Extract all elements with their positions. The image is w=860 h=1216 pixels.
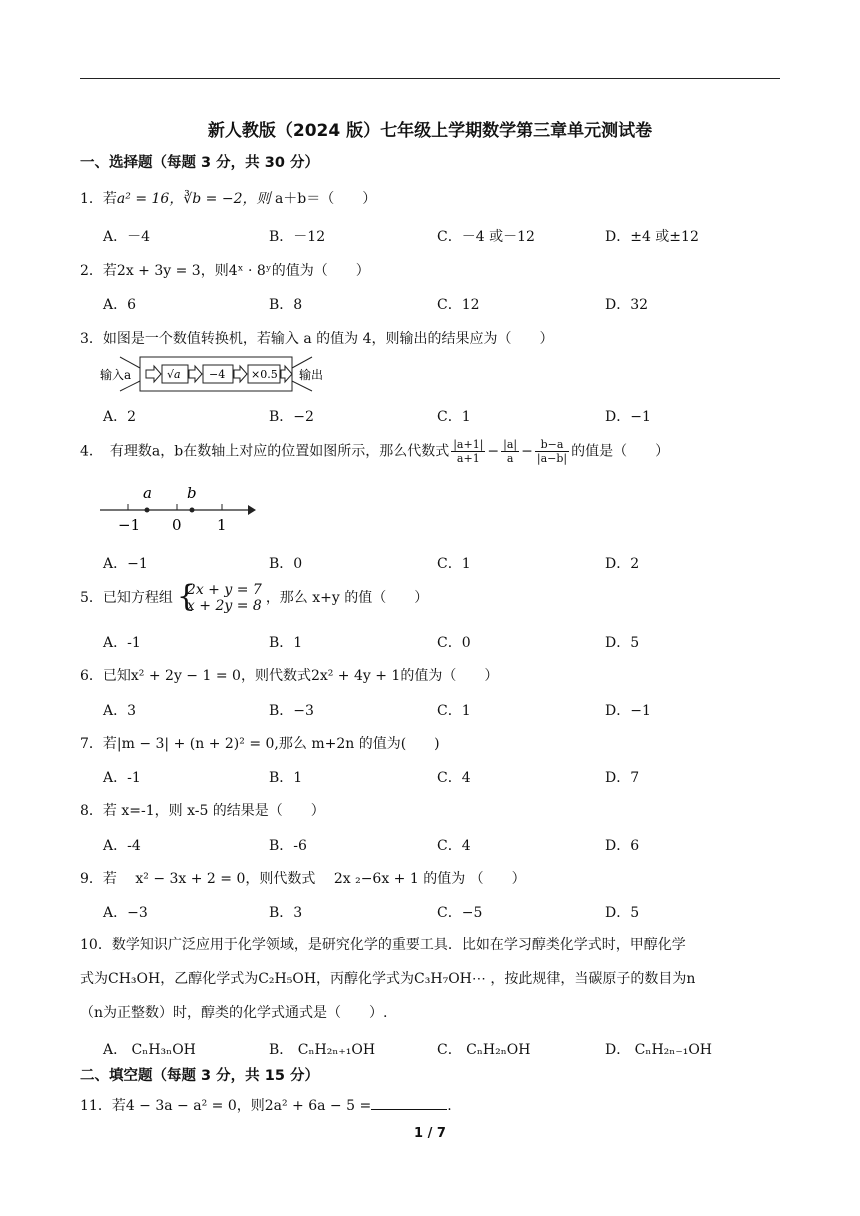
arrow-icon [189,366,202,382]
option-a: A．2 [103,409,137,425]
conversion-machine-diagram [96,354,336,396]
question-1-options [103,226,783,246]
option-b: B．3 [269,905,303,921]
option-b: B．1 [269,635,303,651]
machine-input-label: 输入a [100,368,132,382]
question-7-options [103,767,783,787]
option-d: D．6 [605,838,640,854]
option-c: C．12 [437,297,480,313]
option-a: A．6 [103,297,137,313]
option-d: D．−1 [605,703,651,719]
question-2-options [103,294,783,314]
option-c: C．4 [437,770,471,786]
header-rule [80,78,780,79]
question-1-number: 1． [80,191,103,207]
option-c: C．1 [437,409,471,425]
option-b: B．8 [269,297,303,313]
svg-text:√a: √a [167,368,181,381]
option-c: C．4 [437,838,471,854]
option-c: C． CₙH₂ₙOH [437,1042,531,1058]
option-c: C．−5 [437,905,483,921]
number-line-diagram [98,480,258,536]
option-d: D．7 [605,770,640,786]
label-b: b [187,484,197,502]
fraction-2: $\frac{|a|}{a}$ [503,438,518,465]
option-b: B．−3 [269,703,314,719]
option-b: B．－12 [269,229,326,245]
option-a: A．-4 [103,838,141,854]
point-a [145,508,150,513]
question-4: 4． 有理数a，b在数轴上对应的位置如图所示，那么代数式 $\frac{|a+1|}{a+1}$ − $\frac{|a|}{a}$ − $\frac{b-a}{|a-b|}$ 的值是（ ） [80,438,670,465]
option-d: D．−1 [605,409,651,425]
question-6: 6．已知x² + 2y − 1 = 0，则代数式2x² + 4y + 1的值为（ ） [80,668,499,684]
option-b: B． CₙH₂ₙ₊₁OH [269,1042,376,1058]
option-a: A．-1 [103,770,141,786]
page-title: 新人教版（2024 版）七年级上学期数学第三章单元测试卷 [207,121,653,141]
fraction-3: $\frac{b-a}{|a-b|}$ [536,438,568,465]
arrow-icon [234,366,247,382]
question-10-options [103,1039,783,1059]
label-a: a [143,484,152,502]
tick-label-1: 1 [217,516,227,534]
option-d: D．5 [605,635,640,651]
equation-system: { 2x + y = 7 x + 2y = 8 [176,579,262,614]
option-d: D．32 [605,297,649,313]
question-1: 1．若a² = 16，∛b = −2，则 a＋b＝（ ） [80,191,377,207]
answer-blank[interactable] [371,1095,447,1110]
option-d: D．2 [605,556,640,572]
question-7: 7．若|m − 3| + (n + 2)² = 0,那么 m+2n 的值为( ) [80,736,440,752]
question-4-options [103,553,783,573]
question-3: 3．如图是一个数值转换机，若输入 a 的值为 4，则输出的结果应为（ ） [80,331,554,347]
option-a: A．−3 [103,905,148,921]
fraction-1: $\frac{|a+1|}{a+1}$ [453,438,484,465]
point-b [190,508,195,513]
option-c: C．－4 或－12 [437,229,535,245]
tick-label-neg1: −1 [118,516,141,534]
question-10: 10．数学知识广泛应用于化学领域，是研究化学的重要工具．比如在学习醇类化学式时，甲醇化学 式为CH₃OH，乙醇化学式为C₂H₅OH，丙醇化学式为C₃H₇OH⋯ ，按此规律，当碳原子的数目为n （n为正整数）时，醇类的化学式通式是（ ）. [80,937,696,1021]
option-b: B．−2 [269,409,314,425]
option-a: A．3 [103,703,137,719]
arrow-icon [281,366,292,382]
option-d: D． CₙH₂ₙ₋₁OH [605,1042,713,1058]
question-8: 8．若 x=-1，则 x-5 的结果是（ ） [80,803,325,819]
arrow-icon [146,366,161,382]
question-5: 5．已知方程组 { 2x + y = 7 x + 2y = 8 ，那么 x+y 的值（ ） [80,579,429,614]
section-heading-choice: 一、选择题（每题 3 分，共 30 分） [80,155,319,171]
tick-label-0: 0 [172,516,182,534]
question-6-options [103,700,783,720]
option-b: B．-6 [269,838,307,854]
option-b: B．1 [269,770,303,786]
arrow-right-icon [248,505,256,515]
question-9-options [103,902,783,922]
option-d: D．5 [605,905,640,921]
option-c: C．1 [437,556,471,572]
question-2: 2．若2x + 3y = 3，则4ˣ · 8ʸ的值为（ ） [80,263,370,279]
option-a: A． CₙH₃ₙOH [103,1042,196,1058]
question-3-options [103,406,783,426]
question-5-options [103,632,783,652]
option-a: A．−1 [103,556,148,572]
option-d: D．±4 或±12 [605,229,699,245]
section-heading-fill: 二、填空题（每题 3 分，共 15 分） [80,1068,319,1084]
option-a: A．-1 [103,635,141,651]
question-11: 11．若4 − 3a − a² = 0，则2a² + 6a − 5 = . [80,1095,780,1115]
option-a: A．－4 [103,229,151,245]
option-c: C．0 [437,635,471,651]
option-b: B．0 [269,556,303,572]
option-c: C．1 [437,703,471,719]
question-9: 9．若 x² − 3x + 2 = 0，则代数式 2x ₂−6x + 1 的值为 （ ） [80,871,526,887]
machine-output-label: 输出 [299,368,324,382]
question-8-options [103,835,783,855]
svg-text:×0.5: ×0.5 [251,368,278,381]
svg-text:−4: −4 [209,368,226,381]
page-number: 1 / 7 [414,1126,446,1141]
